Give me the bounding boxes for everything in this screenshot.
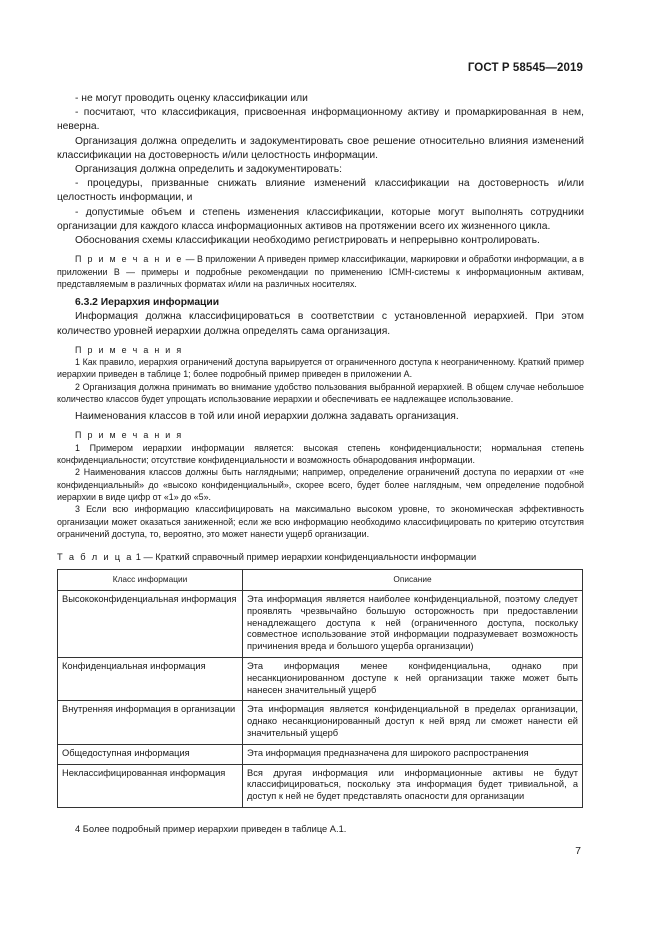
note-label: П р и м е ч а н и е [75, 254, 184, 265]
class-cell: Конфиденциальная информация [58, 658, 243, 701]
body-text [57, 92, 584, 836]
description-cell: Эта информация является наиболее конфиденциальной, поэтому следует проявлять чрезвычайно большую осторожность при предоставлении ненадлежащего доступа к ней (ограниченного доступа, поскольку совместное использование этой информации подразумевает возможность причинения вреда и большого ущерба организации) [243, 591, 583, 658]
paragraph: Наименования классов в той или иной иерархии должна задавать организация. [75, 411, 459, 423]
class-cell: Внутренняя информация в организации [58, 701, 243, 744]
class-cell: Неклассифицированная информация [58, 764, 243, 807]
description-cell: Эта информация предназначена для широкого распространения [243, 744, 583, 764]
paragraph: - не могут проводить оценку классификации или [75, 93, 308, 104]
paragraph: - допустимые объем и степень изменения классификации, которые могут выполнять сотрудники организации для каждого класса информационных активов на протяжении всего их жизненного цикла. [57, 206, 584, 232]
paragraph: Информация должна классифицироваться в соответствии с установленной иерархией. При этом количество уровней иерархии должна определять сама организация. [57, 311, 584, 337]
paragraph: Организация должна определить и задокументировать свое решение относительно влияния изменений классификации на достоверность и/или целостность информации. [57, 135, 584, 161]
note-text: — В приложении А приведен пример классификации, маркировки и обработки информации, а в приложении В — примеры и подробные рекомендации по применению ICMH-системы к информационным активам, представляемым в различных форматах и/или на различных носителях. [57, 254, 585, 289]
description-cell: Эта информация менее конфиденциальна, однако при несанкционированном доступе к ней организации также может быть нанесен значительный ущерб [243, 658, 583, 701]
note-item: 2 Организация должна принимать во внимание удобство пользования выбранной иерархией. В общем случае небольшое количество классов будет упрощать использование иерархии и обеспечивать ее надлежащее использование. [57, 381, 584, 404]
table-footnote: 4 Более подробный пример иерархии приведен в таблице А.1. [75, 824, 347, 835]
paragraph: - процедуры, призванные снижать влияние изменений классификации на достоверность и/или целостность информации, и [57, 178, 584, 204]
notes-label: П р и м е ч а н и я [75, 430, 183, 441]
paragraph: Организация должна определить и задокументировать: [75, 164, 342, 176]
table-row [58, 701, 583, 744]
table-row [58, 764, 583, 807]
class-cell: Общедоступная информация [58, 744, 243, 764]
table-caption-text: 1 — Краткий справочный пример иерархии конфиденциальности информации [133, 552, 477, 563]
notes-label: П р и м е ч а н и я [75, 344, 183, 355]
description-cell: Вся другая информация или информационные активы не будут классифицироваться, поскольку эта информация будет тривиальной, а доступ к ней не будет представлять опасности для организации [243, 764, 583, 807]
note-item: 2 Наименования классов должны быть наглядными; например, определение ограничений доступа по иерархии от «не конфиденциальный» до «высоко конфиденциальный», скорее всего, будет более наглядным, чем определение подобной иерархии в виде цифр от «1» до «5». [57, 467, 584, 502]
paragraph: - посчитают, что классификация, присвоенная информационному активу и промаркированная в нем, неверна. [57, 107, 584, 133]
note-item: 1 Примером иерархии информации является: высокая степень конфиденциальности; нормальная степень конфиденциальности; отсутствие конфиденциальности и возможность обнародования информации. [57, 442, 584, 466]
table-row [58, 744, 583, 764]
standard-code: ГОСТ Р 58545—2019 [467, 62, 583, 74]
table-header-row [58, 570, 583, 591]
note [57, 253, 584, 290]
table-header-cell: Класс информации [58, 570, 243, 591]
table-caption-label: Т а б л и ц а [57, 552, 134, 563]
table-row [58, 658, 583, 701]
paragraph: Обоснования схемы классификации необходимо регистрировать и непрерывно контролировать. [75, 235, 540, 247]
classification-table [57, 569, 583, 808]
table-row [58, 591, 583, 658]
page-number: 7 [575, 846, 581, 857]
class-cell: Высококонфиденциальная информация [58, 591, 243, 658]
table-header-cell: Описание [243, 570, 583, 591]
note-item: 3 Если всю информацию классифицировать на максимально высоком уровне, то экономическая эффективность организации может оказаться заниженной; если же всю информацию необходимо классифицировать по критерию отсутствия ограничений доступа, то, вероятно, это может нанести ущерб организации. [57, 504, 584, 539]
section-heading: 6.3.2 Иерархия информации [75, 297, 220, 309]
note-item: 1 Как правило, иерархия ограничений доступа варьируется от ограниченного доступа к неограниченному. Краткий пример иерархии приведен в таблице 1; более подробный пример приведен в приложении А. [57, 357, 584, 380]
description-cell: Эта информация является конфиденциальной в пределах организации, однако несанкционированный доступ к ней вряд ли сможет нанести ей значительный ущерб [243, 701, 583, 744]
table-caption [57, 550, 584, 564]
